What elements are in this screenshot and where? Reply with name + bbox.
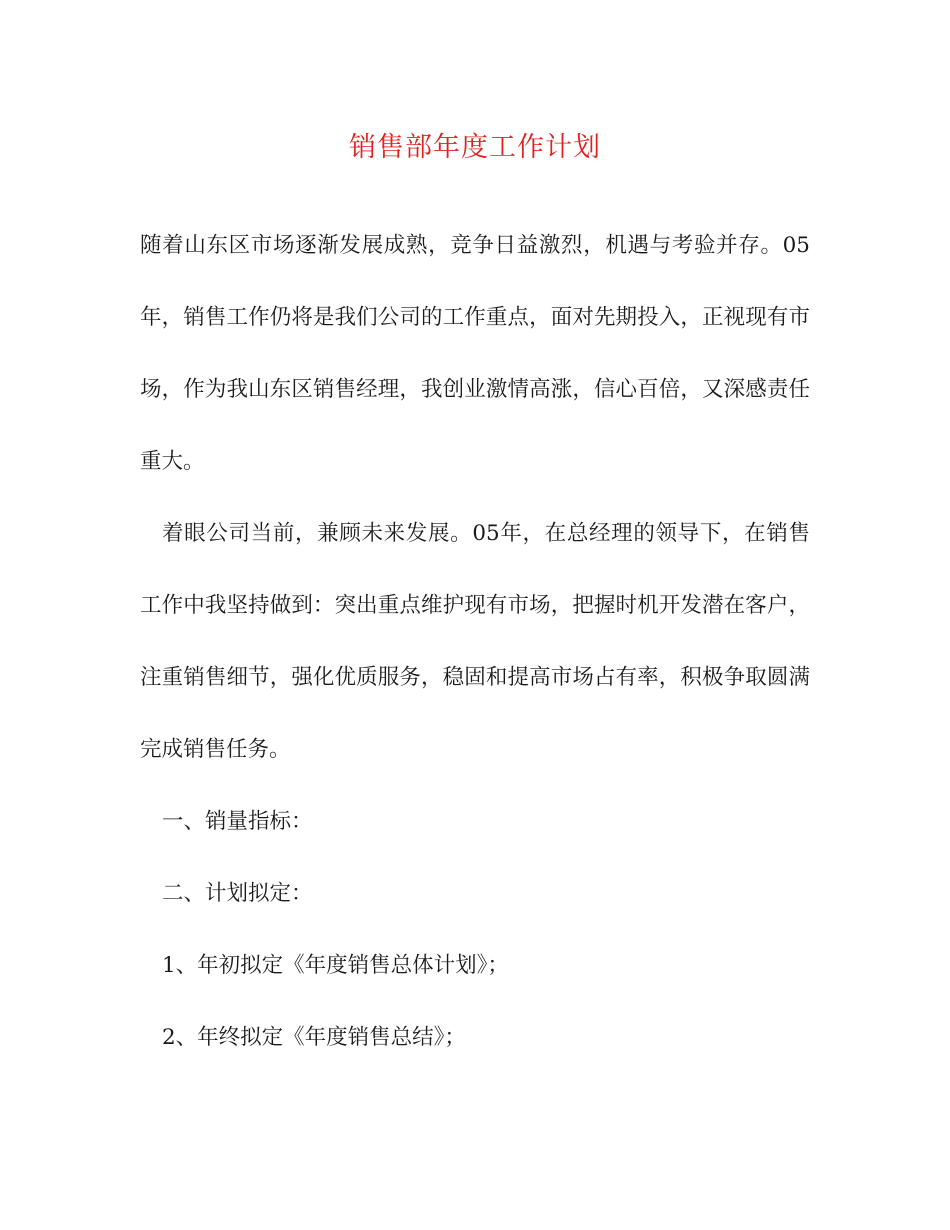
paragraph-focus: 着眼公司当前，兼顾未来发展。05年，在总经理的领导下，在销售工作中我坚持做到：突出重点维护现有市场，把握时机开发潜在客户，注重销售细节，强化优质服务，稳固和提高市场占有率，积极争取圆满完成销售任务。 (140, 521, 810, 762)
plan-item-annual-summary: 2、年终拟定《年度销售总结》； (162, 1025, 466, 1050)
paragraph-intro: 随着山东区市场逐渐发展成熟，竞争日益激烈，机遇与考验并存。05年，销售工作仍将是我们公司的工作重点，面对先期投入，正视现有市场，作为我山东区销售经理，我创业激情高涨，信心百倍，又深感责任重大。 (140, 233, 810, 474)
section-heading-sales-target: 一、销量指标： (162, 809, 313, 834)
document-title: 销售部年度工作计划 (349, 132, 601, 163)
document-body (140, 210, 810, 1074)
plan-item-annual-plan: 1、年初拟定《年度销售总体计划》； (162, 953, 509, 978)
section-heading-plan: 二、计划拟定： (162, 881, 313, 906)
